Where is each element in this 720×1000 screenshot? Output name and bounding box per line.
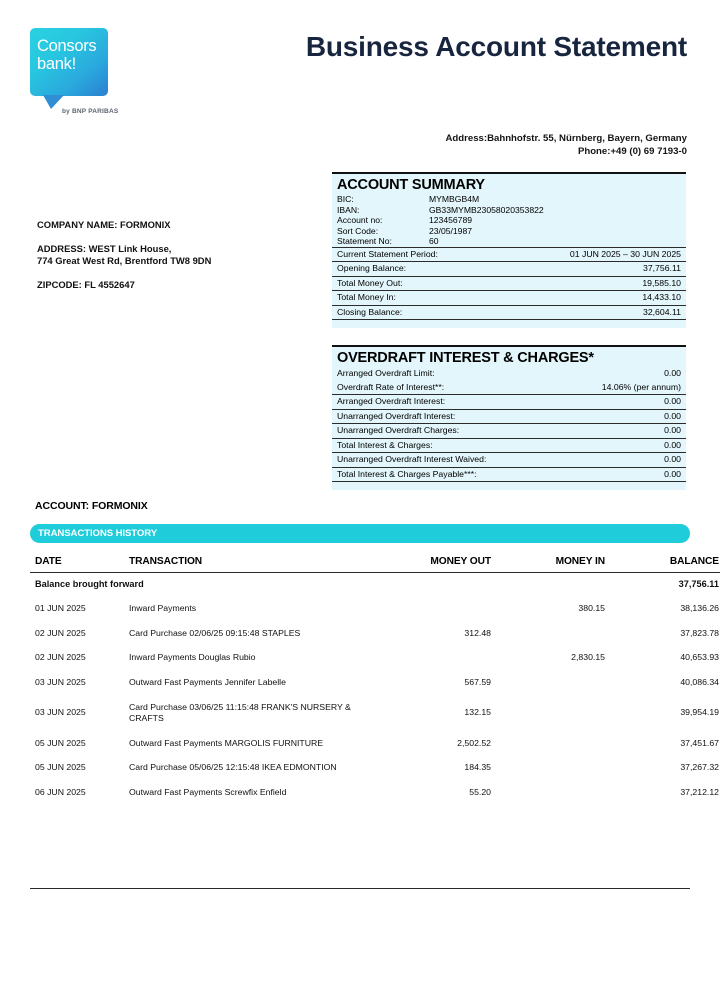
row-description: Outward Fast Payments MARGOLIS FURNITURE	[129, 737, 324, 748]
summary-field	[332, 226, 686, 237]
row-date: 03 JUN 2025	[35, 707, 86, 718]
statement-header	[0, 0, 720, 180]
summary-row	[332, 261, 686, 276]
summary-row	[332, 290, 686, 305]
summary-field-label: Statement No:	[337, 236, 392, 247]
overdraft-row-value: 0.00	[664, 396, 681, 406]
summary-field-value: 23/05/1987	[429, 225, 473, 236]
table-row	[30, 731, 720, 756]
transactions-history-banner-label: TRANSACTIONS HISTORY	[38, 527, 157, 539]
table-row	[30, 596, 720, 621]
customer-name: COMPANY NAME: FORMONIX	[37, 219, 171, 230]
transactions-table-body	[30, 573, 720, 805]
summary-row	[332, 247, 686, 262]
row-date: 05 JUN 2025	[35, 737, 86, 748]
overdraft-row-label: Total Interest & Charges Payable***:	[337, 468, 477, 479]
overdraft-row	[332, 467, 686, 483]
row-balance: 40,653.93	[680, 652, 719, 663]
summary-field	[332, 236, 686, 247]
account-summary-panel	[332, 172, 686, 328]
summary-row	[332, 276, 686, 291]
overdraft-row	[332, 438, 686, 453]
summary-field-value: 123456789	[429, 215, 473, 226]
logo-line-2: bank!	[37, 54, 76, 73]
overdraft-field-label: Arranged Overdraft Limit:	[337, 368, 435, 378]
summary-row-value: 14,433.10	[642, 292, 681, 303]
row-money-in	[499, 780, 615, 805]
row-balance: 37,267.32	[680, 762, 719, 773]
summary-field-label: Account no:	[337, 215, 383, 226]
consorsbank-logo	[30, 28, 119, 115]
table-row	[30, 621, 720, 646]
brought-forward-money-in	[499, 573, 615, 596]
row-money-in	[499, 731, 615, 756]
row-balance: 37,212.12	[680, 787, 719, 798]
overdraft-field-value: 14.06% (per annum)	[601, 381, 681, 392]
overdraft-row-label: Total Interest & Charges:	[337, 439, 433, 450]
row-balance: 37,823.78	[680, 627, 719, 638]
overdraft-row-label: Arranged Overdraft Interest:	[337, 396, 446, 406]
row-date: 05 JUN 2025	[35, 762, 86, 773]
row-date: 02 JUN 2025	[35, 627, 86, 638]
row-money-in	[499, 670, 615, 695]
balance-brought-forward-row	[30, 573, 720, 596]
logo-subtitle: by BNP PARIBAS	[62, 108, 119, 115]
summary-field	[332, 194, 686, 205]
summary-row-value: 19,585.10	[642, 277, 681, 288]
overdraft-row	[332, 394, 686, 409]
bank-contact-block	[227, 133, 687, 158]
row-date: 02 JUN 2025	[35, 652, 86, 663]
page-title: Business Account Statement	[305, 31, 687, 62]
overdraft-title: OVERDRAFT INTEREST & CHARGES*	[337, 350, 594, 366]
overdraft-row-value: 0.00	[664, 468, 681, 479]
transactions-table	[30, 553, 720, 805]
summary-row	[332, 305, 686, 321]
overdraft-rows	[332, 394, 686, 483]
column-header-transaction: TRANSACTION	[129, 556, 203, 567]
column-header-balance: BALANCE	[669, 556, 719, 567]
summary-field-value: MYMBGB4M	[429, 194, 480, 204]
customer-zipcode: ZIPCODE: FL 4552647	[37, 278, 135, 290]
logo-line-1: Consors	[37, 37, 97, 55]
overdraft-row-value: 0.00	[664, 410, 681, 421]
row-description: Inward Payments Douglas Rubio	[129, 652, 256, 663]
row-date: 03 JUN 2025	[35, 677, 86, 688]
customer-details	[37, 219, 317, 291]
row-money-out: 55.20	[469, 787, 491, 798]
table-bottom-rule	[30, 888, 690, 889]
logo-bubble-shape	[30, 28, 108, 96]
table-header-row	[30, 553, 720, 573]
row-balance: 37,451.67	[680, 737, 719, 748]
summary-field-label: BIC:	[337, 194, 354, 204]
overdraft-row	[332, 452, 686, 467]
summary-field	[332, 205, 686, 216]
bank-phone: Phone:+49 (0) 69 7193-0	[577, 145, 687, 157]
row-money-out: 2,502.52	[457, 737, 491, 748]
summary-row-label: Total Money In:	[337, 292, 396, 303]
overdraft-panel-spacer	[332, 483, 686, 490]
brought-forward-label: Balance brought forward	[35, 579, 144, 589]
row-description: Outward Fast Payments Screwfix Enfield	[129, 787, 287, 798]
row-money-in: 2,830.15	[571, 652, 605, 663]
account-summary-title: ACCOUNT SUMMARY	[337, 177, 485, 193]
row-money-out: 184.35	[464, 762, 491, 773]
row-balance: 40,086.34	[680, 677, 719, 688]
overdraft-row-value: 0.00	[664, 425, 681, 435]
overdraft-row-label: Unarranged Overdraft Charges:	[337, 425, 460, 435]
row-money-out	[377, 645, 499, 670]
row-description: Card Purchase 05/06/25 12:15:48 IKEA EDMONTION	[129, 762, 337, 773]
summary-row-label: Closing Balance:	[337, 306, 403, 317]
table-row	[30, 645, 720, 670]
table-row	[30, 695, 720, 731]
overdraft-row	[332, 409, 686, 424]
row-description: Outward Fast Payments Jennifer Labelle	[129, 677, 286, 688]
summary-row-label: Total Money Out:	[337, 277, 403, 288]
bank-address: Address:Bahnhofstr. 55, Nürnberg, Bayern, Germany	[445, 133, 687, 144]
row-money-out: 312.48	[464, 627, 491, 638]
row-money-out	[377, 596, 499, 621]
column-header-money-in: MONEY IN	[555, 556, 605, 567]
transactions-table-head	[30, 553, 720, 573]
row-money-out: 132.15	[464, 707, 491, 718]
brought-forward-money-out	[377, 573, 499, 596]
overdraft-field-value: 0.00	[664, 368, 681, 378]
row-money-in	[499, 695, 615, 731]
row-money-in	[499, 621, 615, 646]
column-header-money-out: MONEY OUT	[430, 556, 491, 567]
brought-forward-balance: 37,756.11	[678, 579, 719, 589]
transactions-history-banner	[30, 524, 690, 543]
row-money-in	[499, 755, 615, 780]
overdraft-field-label: Overdraft Rate of Interest**:	[337, 381, 445, 392]
table-row	[30, 755, 720, 780]
overdraft-row-label: Unarranged Overdraft Interest:	[337, 410, 456, 421]
overdraft-row-value: 0.00	[664, 439, 681, 450]
table-row	[30, 670, 720, 695]
row-date: 06 JUN 2025	[35, 787, 86, 798]
summary-field-value: GB33MYMB23058020353822	[429, 204, 544, 215]
logo-tail-icon	[43, 95, 64, 109]
overdraft-row	[332, 423, 686, 438]
summary-field	[332, 215, 686, 226]
row-date: 01 JUN 2025	[35, 602, 86, 613]
row-description: Card Purchase 03/06/25 11:15:48 FRANK'S NURSERY & CRAFTS	[129, 701, 351, 723]
summary-panel-spacer	[332, 321, 686, 328]
account-label: ACCOUNT: FORMONIX	[35, 500, 148, 512]
customer-address-line-2: 774 Great West Rd, Brentford TW8 9DN	[37, 255, 212, 266]
logo-wordmark	[37, 38, 96, 73]
row-money-in: 380.15	[578, 602, 605, 613]
overdraft-field	[332, 367, 686, 381]
row-balance: 39,954.19	[680, 707, 719, 718]
overdraft-field	[332, 381, 686, 395]
summary-row-value: 01 JUN 2025 – 30 JUN 2025	[569, 248, 681, 259]
account-summary-rows	[332, 247, 686, 322]
table-row	[30, 780, 720, 805]
row-description: Card Purchase 02/06/25 09:15:48 STAPLES	[129, 627, 301, 638]
overdraft-row-value: 0.00	[664, 454, 681, 464]
summary-field-value: 60	[429, 236, 439, 247]
column-header-date: DATE	[35, 556, 62, 567]
customer-address	[37, 243, 317, 268]
row-balance: 38,136.26	[680, 602, 719, 613]
summary-row-label: Current Statement Period:	[337, 248, 438, 259]
summary-field-label: Sort Code:	[337, 225, 379, 236]
overdraft-panel	[332, 345, 686, 490]
summary-row-value: 37,756.11	[642, 263, 681, 274]
summary-row-value: 32,604.11	[642, 306, 681, 317]
summary-row-label: Opening Balance:	[337, 263, 407, 274]
row-description: Inward Payments	[129, 602, 197, 613]
customer-address-line-1: ADDRESS: WEST Link House,	[37, 242, 172, 254]
row-money-out: 567.59	[464, 677, 491, 688]
overdraft-row-label: Unarranged Overdraft Interest Waived:	[337, 454, 487, 464]
summary-field-label: IBAN:	[337, 204, 360, 215]
